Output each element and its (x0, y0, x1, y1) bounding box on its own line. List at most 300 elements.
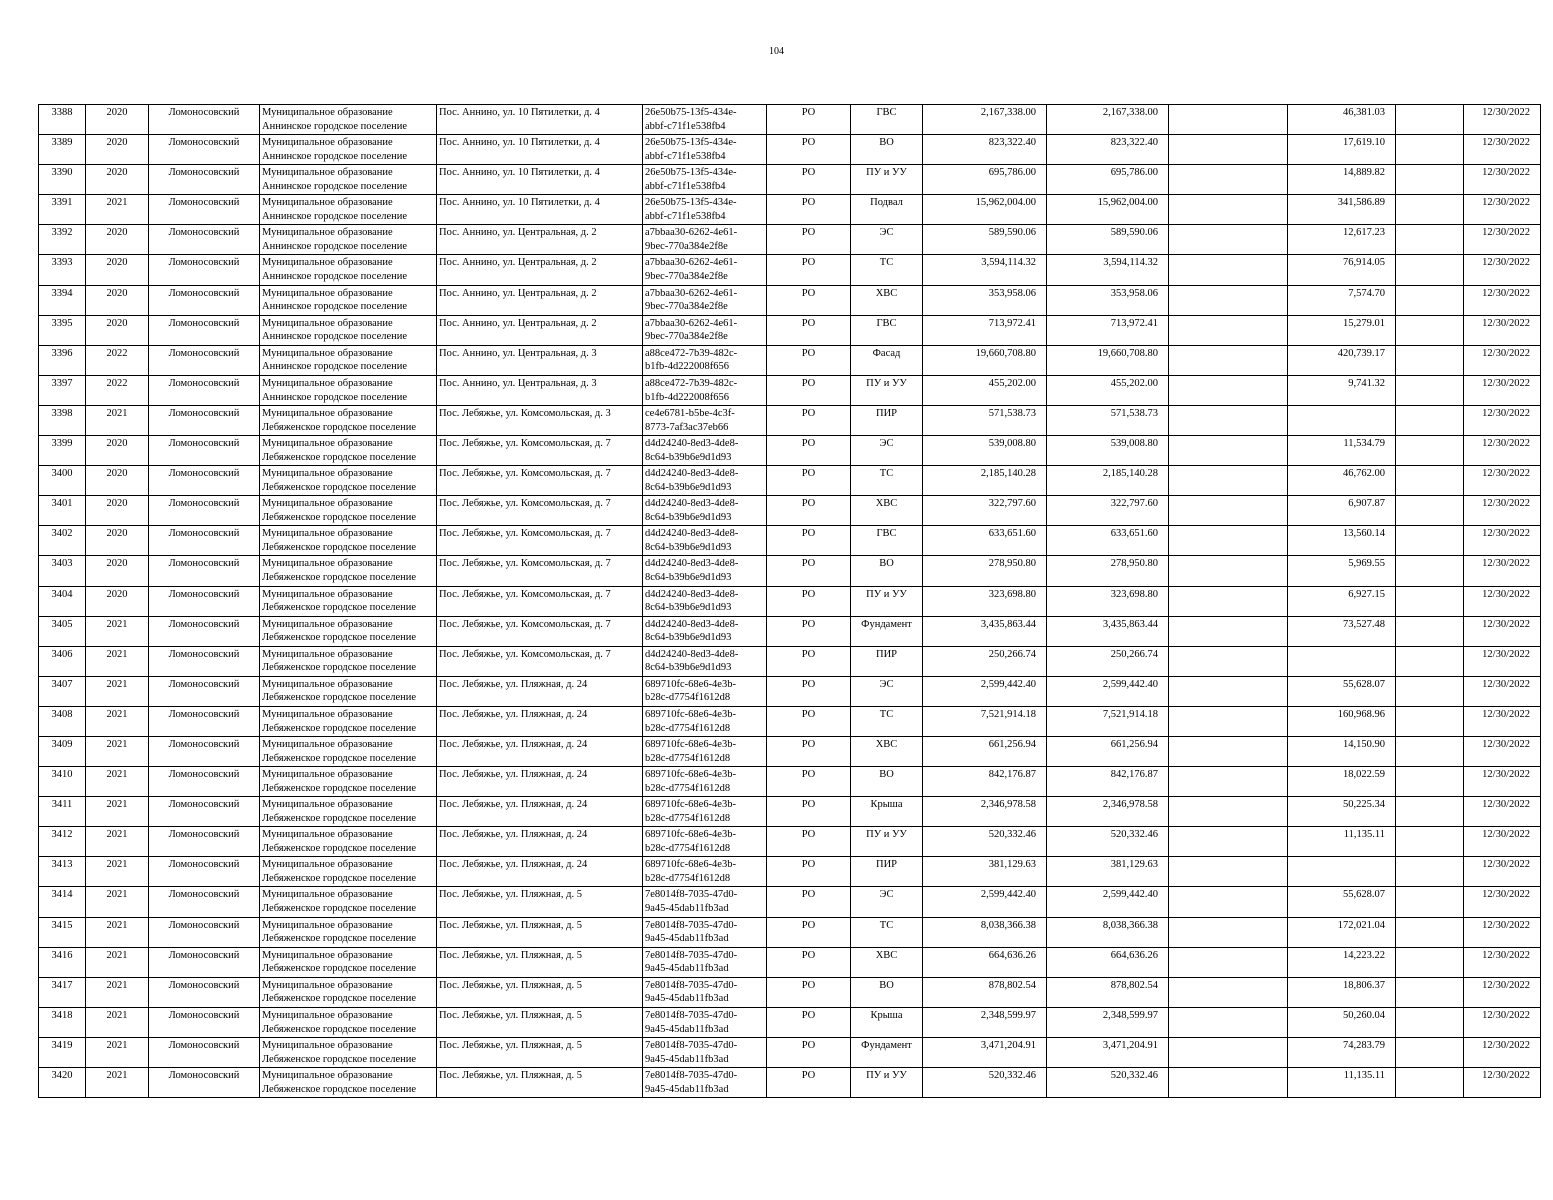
cell-district: Ломоносовский (149, 586, 260, 616)
cell-ro: РО (767, 917, 851, 947)
cell-empty-2 (1396, 526, 1464, 556)
cell-address: Пос. Аннино, ул. Центральная, д. 2 (437, 315, 643, 345)
cell-house-guid-line: 26e50b75-13f5-434e- (645, 107, 737, 118)
cell-house-guid-line: b1fb-4d222008f656 (645, 361, 729, 373)
cell-house-guid (643, 436, 767, 466)
cell-value: 11,135.11 (1288, 827, 1396, 857)
cell-year: 2021 (86, 736, 149, 766)
cell-house-guid (643, 977, 767, 1007)
cell-empty (1169, 646, 1288, 676)
cell-address: Пос. Лебяжье, ул. Комсомольская, д. 7 (437, 466, 643, 496)
cell-value: 18,806.37 (1288, 977, 1396, 1007)
cell-house-guid-line: d4d24240-8ed3-4de8- (645, 618, 739, 630)
cell-house-guid-line: a7bbaa30-6262-4e61- (645, 257, 738, 269)
cell-cost-total: 823,322.40 (1047, 135, 1169, 165)
cell-cost-total: 8,038,366.38 (1047, 917, 1169, 947)
cell-house-guid-line: 8c64-b39b6e9d1d93 (645, 632, 732, 644)
cell-municipality-line: Лебяженское городское поселение (262, 812, 417, 824)
cell-municipality-line: Лебяженское городское поселение (262, 993, 417, 1005)
cell-house-guid-line: 689710fc-68e6-4e3b- (645, 678, 736, 690)
cell-house-guid (643, 375, 767, 405)
cell-municipality-line: Лебяженское городское поселение (262, 662, 417, 674)
cell-house-guid (643, 917, 767, 947)
cell-empty (1169, 616, 1288, 646)
cell-work-type: Крыша (851, 797, 923, 827)
registry-table (38, 104, 1541, 1098)
cell-empty (1169, 345, 1288, 375)
cell-value: 55,628.07 (1288, 676, 1396, 706)
cell-house-guid-line: a7bbaa30-6262-4e61- (645, 227, 738, 239)
cell-municipality-line: Аннинское городское поселение (262, 361, 408, 373)
cell-ro: РО (767, 947, 851, 977)
cell-house-guid-line: 7e8014f8-7035-47d0- (645, 1070, 738, 1081)
cell-address: Пос. Аннино, ул. Центральная, д. 3 (437, 345, 643, 375)
cell-house-guid-line: d4d24240-8ed3-4de8- (645, 468, 739, 480)
cell-date: 12/30/2022 (1464, 797, 1541, 827)
cell-address: Пос. Лебяжье, ул. Пляжная, д. 5 (437, 977, 643, 1007)
cell-year: 2021 (86, 1068, 149, 1098)
cell-value: 172,021.04 (1288, 917, 1396, 947)
cell-empty-2 (1396, 556, 1464, 586)
cell-empty (1169, 315, 1288, 345)
cell-house-guid-line: 9a45-45dab11fb3ad (645, 1083, 729, 1095)
cell-empty-2 (1396, 345, 1464, 375)
cell-district: Ломоносовский (149, 977, 260, 1007)
cell-row-number: 3392 (39, 225, 86, 255)
cell-cost: 15,962,004.00 (923, 195, 1047, 225)
cell-value: 5,969.55 (1288, 556, 1396, 586)
cell-year: 2021 (86, 917, 149, 947)
cell-cost-total: 381,129.63 (1047, 857, 1169, 887)
cell-municipality-line: Лебяженское городское поселение (262, 511, 417, 523)
table-row (39, 797, 1541, 827)
cell-district: Ломоносовский (149, 466, 260, 496)
cell-municipality-line: Муниципальное образование (262, 137, 393, 149)
cell-house-guid-line: 26e50b75-13f5-434e- (645, 197, 737, 209)
cell-empty (1169, 767, 1288, 797)
cell-ro: РО (767, 827, 851, 857)
table-row (39, 285, 1541, 315)
cell-district: Ломоносовский (149, 556, 260, 586)
table-body (39, 105, 1541, 1098)
cell-value: 341,586.89 (1288, 195, 1396, 225)
cell-municipality-line: Муниципальное образование (262, 738, 393, 750)
cell-house-guid-line: b28c-d7754f1612d8 (645, 692, 731, 704)
cell-district: Ломоносовский (149, 797, 260, 827)
cell-value (1288, 646, 1396, 676)
cell-row-number: 3403 (39, 556, 86, 586)
cell-ro: РО (767, 135, 851, 165)
cell-value: 46,381.03 (1288, 105, 1396, 135)
cell-row-number: 3409 (39, 736, 86, 766)
cell-municipality-line: Муниципальное образование (262, 167, 393, 179)
cell-house-guid (643, 1007, 767, 1037)
cell-municipality (260, 917, 437, 947)
cell-address: Пос. Лебяжье, ул. Пляжная, д. 24 (437, 736, 643, 766)
cell-house-guid-line: d4d24240-8ed3-4de8- (645, 588, 739, 600)
cell-municipality-line: Лебяженское городское поселение (262, 933, 417, 945)
cell-house-guid (643, 616, 767, 646)
cell-municipality-line: Лебяженское городское поселение (262, 1083, 417, 1095)
cell-work-type: ХВС (851, 736, 923, 766)
cell-cost: 323,698.80 (923, 586, 1047, 616)
table-row (39, 496, 1541, 526)
cell-municipality-line: Лебяженское городское поселение (262, 873, 417, 885)
cell-cost: 381,129.63 (923, 857, 1047, 887)
cell-work-type: ТС (851, 706, 923, 736)
cell-house-guid-line: 689710fc-68e6-4e3b- (645, 708, 736, 720)
cell-cost-total: 19,660,708.80 (1047, 345, 1169, 375)
cell-municipality (260, 526, 437, 556)
cell-house-guid (643, 586, 767, 616)
cell-house-guid (643, 827, 767, 857)
cell-cost: 664,636.26 (923, 947, 1047, 977)
cell-date: 12/30/2022 (1464, 646, 1541, 676)
cell-empty-2 (1396, 676, 1464, 706)
cell-empty-2 (1396, 887, 1464, 917)
cell-municipality (260, 105, 437, 135)
cell-municipality-line: Муниципальное образование (262, 1009, 393, 1021)
cell-address: Пос. Лебяжье, ул. Комсомольская, д. 7 (437, 616, 643, 646)
cell-district: Ломоносовский (149, 526, 260, 556)
cell-municipality (260, 797, 437, 827)
cell-municipality (260, 436, 437, 466)
cell-house-guid-line: d4d24240-8ed3-4de8- (645, 528, 739, 540)
cell-district: Ломоносовский (149, 285, 260, 315)
cell-municipality-line: Муниципальное образование (262, 257, 393, 269)
table-row (39, 315, 1541, 345)
cell-house-guid-line: 7e8014f8-7035-47d0- (645, 889, 738, 901)
cell-municipality (260, 827, 437, 857)
cell-district: Ломоносовский (149, 225, 260, 255)
cell-empty (1169, 556, 1288, 586)
cell-year: 2021 (86, 977, 149, 1007)
cell-house-guid-line: ce4e6781-b5be-4c3f- (645, 407, 735, 419)
cell-municipality-line: Муниципальное образование (262, 708, 393, 720)
cell-date: 12/30/2022 (1464, 375, 1541, 405)
cell-municipality-line: Лебяженское городское поселение (262, 1023, 417, 1035)
cell-municipality (260, 345, 437, 375)
cell-house-guid (643, 767, 767, 797)
cell-municipality-line: Лебяженское городское поселение (262, 722, 417, 734)
cell-empty (1169, 1068, 1288, 1098)
cell-cost-total: 455,202.00 (1047, 375, 1169, 405)
cell-municipality (260, 1007, 437, 1037)
cell-house-guid (643, 105, 767, 135)
cell-row-number: 3411 (39, 797, 86, 827)
cell-district: Ломоносовский (149, 827, 260, 857)
cell-address: Пос. Аннино, ул. Центральная, д. 2 (437, 255, 643, 285)
cell-row-number: 3393 (39, 255, 86, 285)
cell-work-type: ВО (851, 977, 923, 1007)
cell-cost: 2,348,599.97 (923, 1007, 1047, 1037)
cell-empty-2 (1396, 1068, 1464, 1098)
cell-ro: РО (767, 586, 851, 616)
cell-cost-total: 3,471,204.91 (1047, 1037, 1169, 1067)
cell-value: 76,914.05 (1288, 255, 1396, 285)
table-row (39, 526, 1541, 556)
cell-house-guid-line: abbf-c71f1e538fb4 (645, 210, 726, 222)
cell-empty (1169, 135, 1288, 165)
cell-house-guid-line: 26e50b75-13f5-434e- (645, 167, 737, 179)
cell-municipality (260, 616, 437, 646)
cell-municipality (260, 947, 437, 977)
cell-value: 15,279.01 (1288, 315, 1396, 345)
cell-cost-total: 2,599,442.40 (1047, 887, 1169, 917)
cell-empty (1169, 706, 1288, 736)
cell-year: 2020 (86, 255, 149, 285)
cell-address: Пос. Аннино, ул. 10 Пятилетки, д. 4 (437, 105, 643, 135)
cell-address: Пос. Лебяжье, ул. Комсомольская, д. 7 (437, 586, 643, 616)
cell-cost-total: 2,599,442.40 (1047, 676, 1169, 706)
cell-cost: 520,332.46 (923, 1068, 1047, 1098)
cell-address: Пос. Лебяжье, ул. Пляжная, д. 5 (437, 917, 643, 947)
cell-house-guid (643, 1068, 767, 1098)
cell-cost-total: 278,950.80 (1047, 556, 1169, 586)
cell-municipality-line: Муниципальное образование (262, 468, 393, 480)
cell-work-type: ХВС (851, 947, 923, 977)
cell-year: 2020 (86, 556, 149, 586)
cell-house-guid-line: abbf-c71f1e538fb4 (645, 180, 726, 192)
cell-year: 2020 (86, 436, 149, 466)
cell-date: 12/30/2022 (1464, 225, 1541, 255)
cell-empty (1169, 165, 1288, 195)
cell-row-number: 3416 (39, 947, 86, 977)
cell-municipality-line: Аннинское городское поселение (262, 180, 408, 192)
cell-house-guid-line: 8c64-b39b6e9d1d93 (645, 511, 732, 523)
cell-ro: РО (767, 857, 851, 887)
cell-municipality-line: Муниципальное образование (262, 377, 393, 389)
cell-district: Ломоносовский (149, 436, 260, 466)
cell-house-guid-line: 8c64-b39b6e9d1d93 (645, 662, 732, 674)
cell-cost-total: 15,962,004.00 (1047, 195, 1169, 225)
cell-ro: РО (767, 285, 851, 315)
cell-empty-2 (1396, 255, 1464, 285)
cell-municipality-line: Муниципальное образование (262, 678, 393, 690)
cell-empty (1169, 736, 1288, 766)
cell-house-guid-line: b28c-d7754f1612d8 (645, 752, 731, 764)
cell-municipality-line: Муниципальное образование (262, 618, 393, 630)
cell-value: 6,927.15 (1288, 586, 1396, 616)
cell-value: 17,619.10 (1288, 135, 1396, 165)
cell-house-guid-line: b1fb-4d222008f656 (645, 391, 729, 403)
cell-district: Ломоносовский (149, 195, 260, 225)
cell-district: Ломоносовский (149, 706, 260, 736)
cell-work-type: Фасад (851, 345, 923, 375)
cell-house-guid-line: abbf-c71f1e538fb4 (645, 150, 726, 162)
cell-cost: 250,266.74 (923, 646, 1047, 676)
table-row (39, 345, 1541, 375)
cell-house-guid-line: 689710fc-68e6-4e3b- (645, 799, 736, 811)
cell-date: 12/30/2022 (1464, 345, 1541, 375)
cell-year: 2020 (86, 285, 149, 315)
cell-row-number: 3412 (39, 827, 86, 857)
cell-municipality (260, 556, 437, 586)
cell-row-number: 3407 (39, 676, 86, 706)
cell-work-type: ТС (851, 466, 923, 496)
cell-ro: РО (767, 345, 851, 375)
cell-empty-2 (1396, 466, 1464, 496)
cell-date: 12/30/2022 (1464, 405, 1541, 435)
cell-date: 12/30/2022 (1464, 255, 1541, 285)
cell-cost: 713,972.41 (923, 315, 1047, 345)
cell-municipality (260, 857, 437, 887)
cell-house-guid (643, 255, 767, 285)
cell-municipality-line: Муниципальное образование (262, 1039, 393, 1051)
cell-cost: 2,167,338.00 (923, 105, 1047, 135)
cell-empty (1169, 797, 1288, 827)
cell-date: 12/30/2022 (1464, 285, 1541, 315)
cell-work-type: ПУ и УУ (851, 586, 923, 616)
cell-cost: 878,802.54 (923, 977, 1047, 1007)
cell-house-guid-line: 7e8014f8-7035-47d0- (645, 1009, 738, 1021)
cell-cost-total: 695,786.00 (1047, 165, 1169, 195)
cell-ro: РО (767, 496, 851, 526)
cell-address: Пос. Аннино, ул. Центральная, д. 2 (437, 285, 643, 315)
cell-municipality-line: Муниципальное образование (262, 347, 393, 359)
cell-house-guid (643, 646, 767, 676)
cell-house-guid-line: a88ce472-7b39-482c- (645, 377, 738, 389)
cell-municipality (260, 767, 437, 797)
cell-house-guid-line: 8c64-b39b6e9d1d93 (645, 542, 732, 554)
table-row (39, 135, 1541, 165)
cell-row-number: 3414 (39, 887, 86, 917)
table-row (39, 466, 1541, 496)
cell-empty (1169, 436, 1288, 466)
cell-municipality-line: Лебяженское городское поселение (262, 572, 417, 584)
table-row (39, 586, 1541, 616)
cell-date: 12/30/2022 (1464, 586, 1541, 616)
cell-cost: 3,594,114.32 (923, 255, 1047, 285)
cell-cost-total: 3,594,114.32 (1047, 255, 1169, 285)
cell-house-guid-line: 9bec-770a384e2f8e (645, 241, 728, 253)
cell-date: 12/30/2022 (1464, 1068, 1541, 1098)
cell-empty (1169, 827, 1288, 857)
cell-cost-total: 322,797.60 (1047, 496, 1169, 526)
cell-house-guid-line: 8c64-b39b6e9d1d93 (645, 572, 732, 584)
table-row (39, 405, 1541, 435)
cell-value: 12,617.23 (1288, 225, 1396, 255)
cell-house-guid-line: 689710fc-68e6-4e3b- (645, 829, 736, 841)
cell-value: 46,762.00 (1288, 466, 1396, 496)
cell-cost-total: 878,802.54 (1047, 977, 1169, 1007)
cell-work-type: ПУ и УУ (851, 1068, 923, 1098)
table-row (39, 105, 1541, 135)
cell-municipality-line: Муниципальное образование (262, 287, 393, 299)
cell-work-type: ПУ и УУ (851, 165, 923, 195)
cell-year: 2020 (86, 105, 149, 135)
cell-date: 12/30/2022 (1464, 917, 1541, 947)
table-row (39, 736, 1541, 766)
cell-municipality (260, 135, 437, 165)
cell-value: 18,022.59 (1288, 767, 1396, 797)
cell-year: 2021 (86, 827, 149, 857)
cell-year: 2021 (86, 887, 149, 917)
cell-empty-2 (1396, 195, 1464, 225)
cell-district: Ломоносовский (149, 1007, 260, 1037)
cell-cost-total: 323,698.80 (1047, 586, 1169, 616)
cell-district: Ломоносовский (149, 1068, 260, 1098)
cell-house-guid-line: 7e8014f8-7035-47d0- (645, 949, 738, 961)
cell-date: 12/30/2022 (1464, 195, 1541, 225)
cell-empty (1169, 947, 1288, 977)
table-row (39, 827, 1541, 857)
cell-municipality-line: Аннинское городское поселение (262, 271, 408, 283)
cell-work-type: ТС (851, 255, 923, 285)
table-row (39, 436, 1541, 466)
cell-work-type: ЭС (851, 676, 923, 706)
cell-house-guid (643, 285, 767, 315)
cell-empty (1169, 496, 1288, 526)
cell-work-type: ГВС (851, 315, 923, 345)
cell-year: 2020 (86, 135, 149, 165)
cell-cost: 2,599,442.40 (923, 676, 1047, 706)
cell-ro: РО (767, 736, 851, 766)
cell-municipality-line: Аннинское городское поселение (262, 391, 408, 403)
cell-house-guid-line: b28c-d7754f1612d8 (645, 873, 731, 885)
cell-work-type: ВО (851, 556, 923, 586)
cell-municipality-line: Лебяженское городское поселение (262, 542, 417, 554)
cell-address: Пос. Лебяжье, ул. Пляжная, д. 24 (437, 706, 643, 736)
cell-municipality-line: Муниципальное образование (262, 859, 393, 871)
cell-district: Ломоносовский (149, 767, 260, 797)
cell-municipality (260, 466, 437, 496)
cell-empty-2 (1396, 496, 1464, 526)
cell-cost-total: 539,008.80 (1047, 436, 1169, 466)
cell-work-type: ПИР (851, 857, 923, 887)
cell-ro: РО (767, 195, 851, 225)
cell-row-number: 3417 (39, 977, 86, 1007)
cell-municipality-line: Муниципальное образование (262, 498, 393, 510)
cell-value: 13,560.14 (1288, 526, 1396, 556)
table-row (39, 676, 1541, 706)
cell-cost: 278,950.80 (923, 556, 1047, 586)
cell-ro: РО (767, 676, 851, 706)
table-row (39, 767, 1541, 797)
cell-empty (1169, 917, 1288, 947)
cell-value: 9,741.32 (1288, 375, 1396, 405)
cell-cost: 19,660,708.80 (923, 345, 1047, 375)
cell-work-type: ТС (851, 917, 923, 947)
table-row (39, 255, 1541, 285)
cell-empty (1169, 255, 1288, 285)
cell-row-number: 3410 (39, 767, 86, 797)
cell-value: 7,574.70 (1288, 285, 1396, 315)
cell-cost: 589,590.06 (923, 225, 1047, 255)
cell-address: Пос. Аннино, ул. 10 Пятилетки, д. 4 (437, 135, 643, 165)
cell-row-number: 3400 (39, 466, 86, 496)
cell-house-guid-line: d4d24240-8ed3-4de8- (645, 558, 739, 570)
cell-address: Пос. Лебяжье, ул. Пляжная, д. 5 (437, 887, 643, 917)
cell-municipality (260, 315, 437, 345)
cell-row-number: 3408 (39, 706, 86, 736)
cell-work-type: ГВС (851, 526, 923, 556)
cell-house-guid (643, 797, 767, 827)
cell-work-type: ПУ и УУ (851, 375, 923, 405)
cell-house-guid (643, 315, 767, 345)
cell-district: Ломоносовский (149, 616, 260, 646)
cell-house-guid-line: b28c-d7754f1612d8 (645, 722, 731, 734)
cell-cost-total: 520,332.46 (1047, 1068, 1169, 1098)
cell-district: Ломоносовский (149, 646, 260, 676)
cell-address: Пос. Лебяжье, ул. Пляжная, д. 5 (437, 1037, 643, 1067)
cell-municipality-line: Лебяженское городское поселение (262, 421, 417, 433)
cell-year: 2021 (86, 1007, 149, 1037)
cell-work-type: Фундамент (851, 1037, 923, 1067)
cell-row-number: 3394 (39, 285, 86, 315)
cell-row-number: 3388 (39, 105, 86, 135)
cell-year: 2020 (86, 466, 149, 496)
